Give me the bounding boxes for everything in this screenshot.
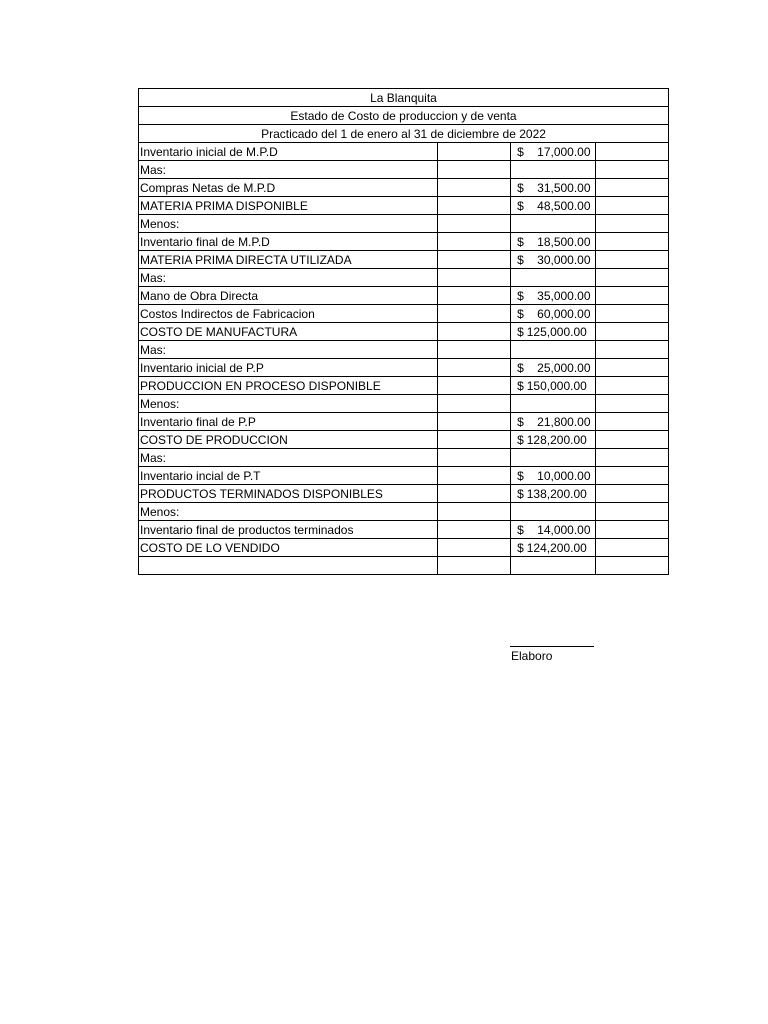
extra-cell	[595, 503, 668, 521]
blank-cell	[437, 233, 510, 251]
amount-cell	[511, 557, 595, 575]
amount-cell	[511, 323, 595, 341]
blank-cell	[437, 197, 510, 215]
extra-cell	[595, 323, 668, 341]
statement-row	[139, 359, 669, 377]
blank-cell	[437, 305, 510, 323]
blank-cell	[437, 377, 510, 395]
blank-cell	[437, 161, 510, 179]
amount-value: 30,000.00	[537, 252, 591, 267]
statement-row	[139, 503, 669, 521]
row-label: Inventario final de P.P	[139, 413, 438, 431]
row-label: Costos Indirectos de Fabricacion	[139, 305, 438, 323]
amount-value: 10,000.00	[537, 468, 591, 483]
blank-cell	[437, 359, 510, 377]
signature-label: Elaboro	[511, 649, 553, 663]
currency-symbol: $	[517, 360, 524, 375]
amount-wrap	[517, 469, 590, 483]
amount-cell	[511, 269, 595, 287]
amount-wrap	[517, 541, 590, 555]
amount-cell	[511, 413, 595, 431]
statement-row	[139, 449, 669, 467]
extra-cell	[595, 467, 668, 485]
amount-cell	[511, 539, 595, 557]
row-label: MATERIA PRIMA DISPONIBLE	[139, 197, 438, 215]
amount-wrap	[517, 199, 590, 213]
row-label: Inventario final de productos terminados	[139, 521, 438, 539]
amount-cell	[511, 485, 595, 503]
amount-value: 138,200.00	[526, 486, 587, 501]
amount-wrap	[517, 325, 590, 339]
extra-cell	[595, 143, 668, 161]
amount-cell	[511, 179, 595, 197]
amount-value: 14,000.00	[537, 522, 591, 537]
amount-wrap	[517, 361, 590, 375]
blank-cell	[437, 269, 510, 287]
row-label: Inventario inicial de P.P	[139, 359, 438, 377]
blank-cell	[437, 413, 510, 431]
statement-row	[139, 521, 669, 539]
statement-row	[139, 341, 669, 359]
statement-row	[139, 251, 669, 269]
row-label: Menos:	[139, 395, 438, 413]
row-label: Inventario final de M.P.D	[139, 233, 438, 251]
extra-cell	[595, 161, 668, 179]
amount-value: 125,000.00	[526, 324, 587, 339]
extra-cell	[595, 485, 668, 503]
statement-row	[139, 305, 669, 323]
amount-value: 21,800.00	[537, 414, 591, 429]
amount-value: 25,000.00	[537, 360, 591, 375]
amount-cell	[511, 197, 595, 215]
blank-cell	[437, 341, 510, 359]
blank-cell	[437, 503, 510, 521]
blank-cell	[437, 431, 510, 449]
statement-title: Estado de Costo de produccion y de venta	[139, 107, 669, 125]
currency-symbol: $	[517, 522, 524, 537]
statement-title-row	[139, 107, 669, 125]
statement-row	[139, 377, 669, 395]
amount-cell	[511, 503, 595, 521]
blank-cell	[437, 323, 510, 341]
row-label: Menos:	[139, 215, 438, 233]
amount-value: 18,500.00	[537, 234, 591, 249]
extra-cell	[595, 539, 668, 557]
statement-row	[139, 539, 669, 557]
statement-row	[139, 485, 669, 503]
currency-symbol: $	[517, 144, 524, 159]
statement-row	[139, 431, 669, 449]
blank-cell	[437, 539, 510, 557]
amount-wrap	[517, 145, 590, 159]
extra-cell	[595, 395, 668, 413]
currency-symbol: $	[517, 234, 524, 249]
extra-cell	[595, 377, 668, 395]
extra-cell	[595, 233, 668, 251]
amount-cell	[511, 233, 595, 251]
statement-body	[139, 89, 669, 575]
row-label: MATERIA PRIMA DIRECTA UTILIZADA	[139, 251, 438, 269]
amount-cell	[511, 251, 595, 269]
currency-symbol: $	[517, 252, 524, 267]
amount-cell	[511, 341, 595, 359]
amount-wrap	[517, 523, 590, 537]
row-label: Menos:	[139, 503, 438, 521]
amount-value: 128,200.00	[526, 432, 587, 447]
currency-symbol: $	[517, 324, 524, 339]
currency-symbol: $	[517, 486, 524, 501]
signature-block	[510, 646, 594, 663]
amount-wrap	[517, 379, 590, 393]
amount-wrap	[517, 289, 590, 303]
statement-row	[139, 269, 669, 287]
amount-wrap	[517, 181, 590, 195]
statement-row	[139, 215, 669, 233]
period-row	[139, 125, 669, 143]
amount-value: 31,500.00	[537, 180, 591, 195]
blank-cell	[437, 215, 510, 233]
currency-symbol: $	[517, 180, 524, 195]
statement-row	[139, 413, 669, 431]
currency-symbol: $	[517, 540, 524, 555]
amount-cell	[511, 161, 595, 179]
amount-value: 60,000.00	[537, 306, 591, 321]
blank-cell	[437, 251, 510, 269]
company-name: La Blanquita	[139, 89, 669, 107]
amount-cell	[511, 431, 595, 449]
statement-row	[139, 323, 669, 341]
extra-cell	[595, 521, 668, 539]
currency-symbol: $	[517, 198, 524, 213]
amount-cell	[511, 467, 595, 485]
amount-wrap	[517, 235, 590, 249]
statement-row	[139, 557, 669, 575]
row-label: Mano de Obra Directa	[139, 287, 438, 305]
extra-cell	[595, 557, 668, 575]
amount-cell	[511, 395, 595, 413]
row-label: Mas:	[139, 341, 438, 359]
row-label: PRODUCCION EN PROCESO DISPONIBLE	[139, 377, 438, 395]
row-label: Inventario inicial de M.P.D	[139, 143, 438, 161]
extra-cell	[595, 179, 668, 197]
statement-row	[139, 287, 669, 305]
amount-wrap	[517, 253, 590, 267]
extra-cell	[595, 251, 668, 269]
amount-cell	[511, 449, 595, 467]
row-label: COSTO DE LO VENDIDO	[139, 539, 438, 557]
statement-row	[139, 143, 669, 161]
statement-row	[139, 467, 669, 485]
currency-symbol: $	[517, 468, 524, 483]
amount-cell	[511, 143, 595, 161]
statement-row	[139, 161, 669, 179]
amount-wrap	[517, 415, 590, 429]
statement-row	[139, 179, 669, 197]
blank-cell	[437, 395, 510, 413]
currency-symbol: $	[517, 288, 524, 303]
extra-cell	[595, 197, 668, 215]
amount-wrap	[517, 307, 590, 321]
statement-row	[139, 395, 669, 413]
extra-cell	[595, 287, 668, 305]
amount-cell	[511, 287, 595, 305]
blank-cell	[437, 557, 510, 575]
amount-cell	[511, 521, 595, 539]
currency-symbol: $	[517, 378, 524, 393]
row-label: COSTO DE PRODUCCION	[139, 431, 438, 449]
statement-period: Practicado del 1 de enero al 31 de diciembre de 2022	[139, 125, 669, 143]
amount-wrap	[517, 487, 590, 501]
row-label: PRODUCTOS TERMINADOS DISPONIBLES	[139, 485, 438, 503]
row-label: Inventario incial de P.T	[139, 467, 438, 485]
row-label: Mas:	[139, 161, 438, 179]
currency-symbol: $	[517, 414, 524, 429]
amount-value: 35,000.00	[537, 288, 591, 303]
statement-row	[139, 233, 669, 251]
extra-cell	[595, 431, 668, 449]
amount-value: 124,200.00	[526, 540, 587, 555]
amount-cell	[511, 377, 595, 395]
amount-wrap	[517, 433, 590, 447]
amount-cell	[511, 215, 595, 233]
company-row	[139, 89, 669, 107]
amount-value: 17,000.00	[537, 144, 591, 159]
row-label: COSTO DE MANUFACTURA	[139, 323, 438, 341]
row-label: Mas:	[139, 269, 438, 287]
extra-cell	[595, 215, 668, 233]
extra-cell	[595, 269, 668, 287]
currency-symbol: $	[517, 306, 524, 321]
blank-cell	[437, 449, 510, 467]
extra-cell	[595, 359, 668, 377]
blank-cell	[437, 179, 510, 197]
extra-cell	[595, 449, 668, 467]
blank-cell	[437, 521, 510, 539]
amount-cell	[511, 305, 595, 323]
cost-statement-table	[138, 88, 669, 575]
signature-line	[510, 646, 594, 647]
row-label: Mas:	[139, 449, 438, 467]
blank-cell	[437, 467, 510, 485]
statement-row	[139, 197, 669, 215]
amount-cell	[511, 359, 595, 377]
extra-cell	[595, 341, 668, 359]
amount-value: 48,500.00	[537, 198, 591, 213]
extra-cell	[595, 413, 668, 431]
amount-value: 150,000.00	[526, 378, 587, 393]
extra-cell	[595, 305, 668, 323]
blank-cell	[437, 287, 510, 305]
currency-symbol: $	[517, 432, 524, 447]
cost-statement-sheet	[138, 88, 669, 575]
row-label	[139, 557, 438, 575]
blank-cell	[437, 485, 510, 503]
blank-cell	[437, 143, 510, 161]
row-label: Compras Netas de M.P.D	[139, 179, 438, 197]
